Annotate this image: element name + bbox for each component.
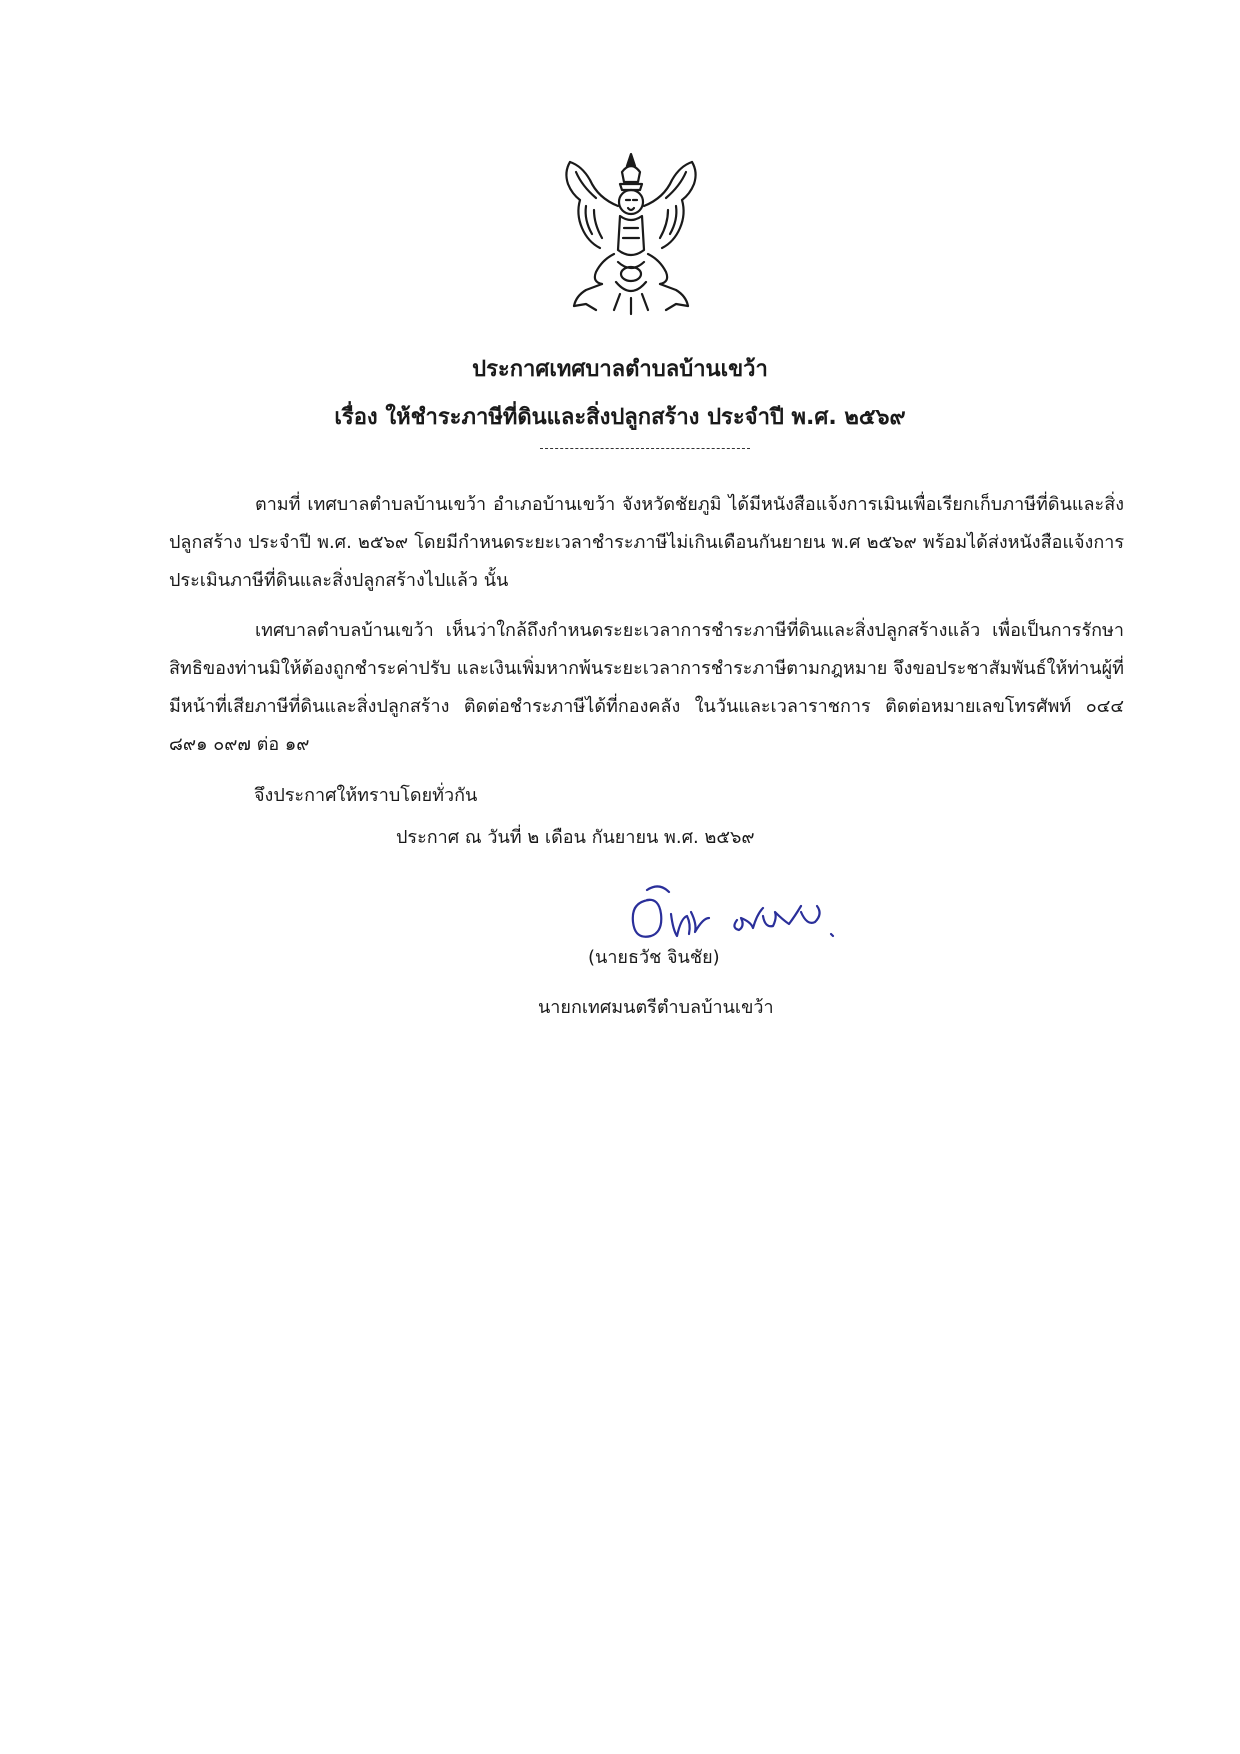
body-paragraph-2: [169, 612, 1124, 764]
paragraph-2-text: เทศบาลตำบลบ้านเขว้า เห็นว่าใกล้ถึงกำหนดระยะเวลาการชำระภาษีที่ดินและสิ่งปลูกสร้างแล้ว เพื่อเป็นการรักษาสิทธิของท่านมิให้ต้องถูกชำระค่าปรับ และเงินเพิ่มหากพ้นระยะเวลาการชำระภาษีตามกฎหมาย จึงขอประชาสัมพันธ์ให้ท่านผู้ที่มีหน้าที่เสียภาษีที่ดินและสิ่งปลูกสร้าง ติดต่อชำระภาษีได้ที่กองคลัง ในวันและเวลาราชการ ติดต่อหมายเลขโทรศัพท์ ๐๔๔ ๘๙๑ ๐๙๗ ต่อ ๑๙: [169, 620, 1124, 755]
handwritten-signature: [625, 878, 855, 950]
signer-position: นายกเทศมนตรีตำบลบ้านเขว้า: [538, 997, 774, 1018]
announcement-subject: เรื่อง ให้ชำระภาษีที่ดินและสิ่งปลูกสร้าง ประจำปี พ.ศ. ๒๕๖๙: [334, 405, 906, 430]
announcement-title: ประกาศเทศบาลตำบลบ้านเขว้า: [472, 357, 768, 382]
paragraph-1-text: ตามที่ เทศบาลตำบลบ้านเขว้า อำเภอบ้านเขว้า จังหวัดชัยภูมิ ได้มีหนังสือแจ้งการเมินเพื่อเรียกเก็บภาษีที่ดินและสิ่งปลูกสร้าง ประจำปี พ.ศ. ๒๕๖๙ โดยมีกำหนดระยะเวลาชำระภาษีไม่เกินเดือนกันยายน พ.ศ ๒๕๖๙ พร้อมได้ส่งหนังสือแจ้งการประเมินภาษีที่ดินและสิ่งปลูกสร้างไปแล้ว นั้น: [169, 494, 1124, 591]
body-paragraph-1: [169, 486, 1124, 600]
announcement-date: ประกาศ ณ วันที่ ๒ เดือน กันยายน พ.ศ. ๒๕๖๙: [396, 827, 755, 848]
signer-name: (นายธวัช จินชัย): [588, 947, 720, 968]
divider-line: [540, 448, 750, 449]
closing-statement: จึงประกาศให้ทราบโดยทั่วกัน: [254, 785, 478, 806]
garuda-emblem: [556, 150, 706, 318]
